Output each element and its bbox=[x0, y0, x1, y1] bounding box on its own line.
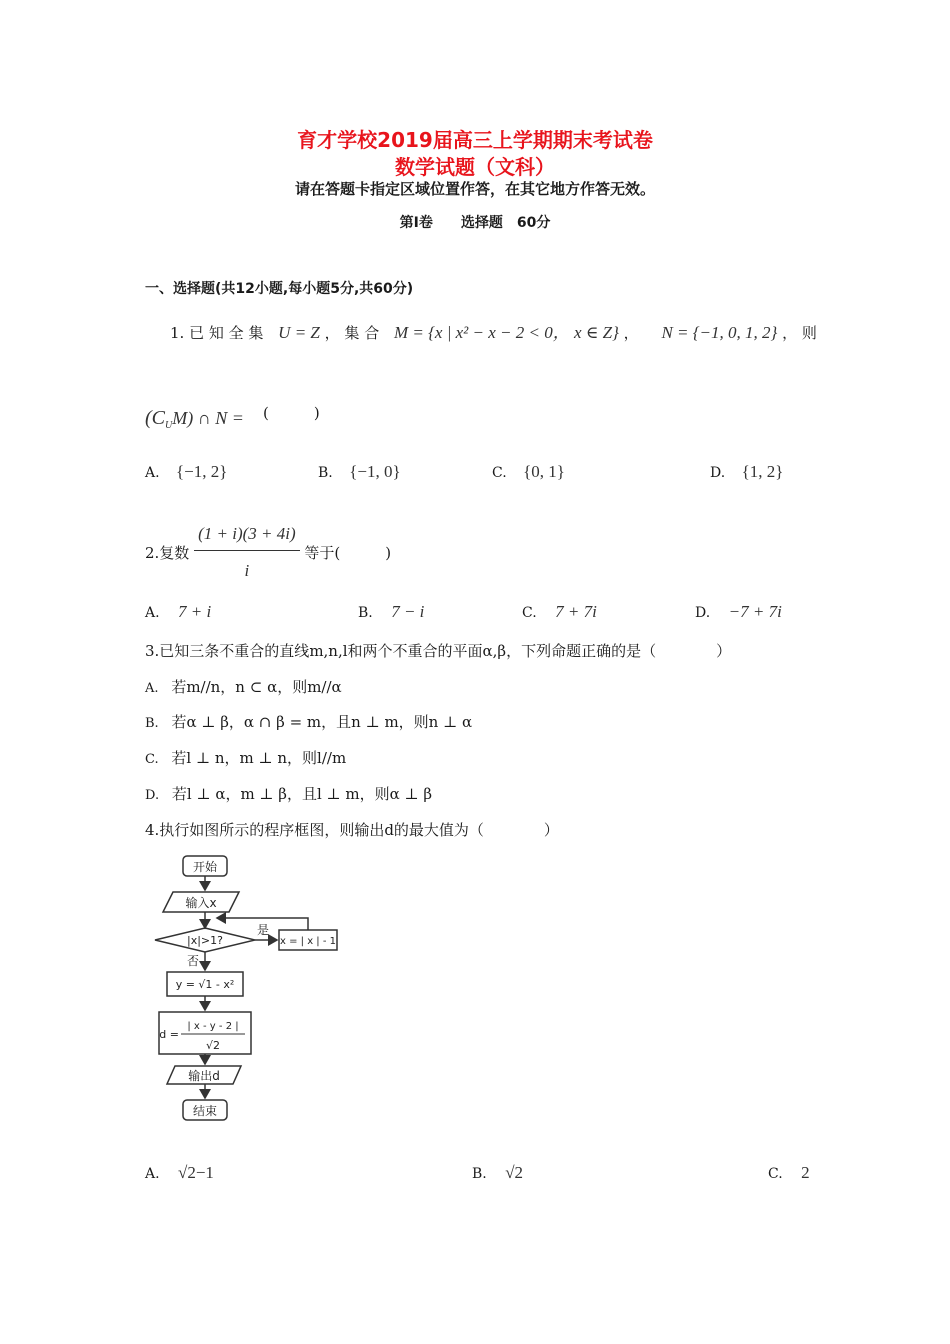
volume-heading: 第Ⅰ卷 选择题 60分 bbox=[399, 215, 551, 231]
option-value: 若l ⊥ n，m ⊥ n，则l//m bbox=[171, 749, 347, 767]
option-value: √2 bbox=[505, 1163, 524, 1182]
option-letter: A. bbox=[145, 465, 160, 481]
flow-output-label: 输出d bbox=[188, 1069, 220, 1083]
flow-d-numerator: | x - y - 2 | bbox=[187, 1021, 239, 1032]
flow-assign-label: x = | x | - 1 bbox=[280, 936, 336, 947]
option-letter: A. bbox=[145, 1166, 160, 1182]
option-value: 7 + 7i bbox=[555, 602, 597, 621]
q3-option-d bbox=[145, 783, 432, 804]
option-value: 7 + i bbox=[178, 602, 212, 621]
flow-end-label: 结束 bbox=[192, 1104, 218, 1118]
option-value: −7 + 7i bbox=[728, 602, 782, 621]
q4-option-c bbox=[768, 1163, 810, 1183]
q3-stem: 3.已知三条不重合的直线m,n,l和两个不重合的平面α,β，下列命题正确的是（ ） bbox=[145, 642, 732, 660]
flow-d-lhs: d = bbox=[159, 1028, 179, 1041]
q1-expr-open: (C bbox=[145, 407, 165, 429]
q2-prefix: 2.复数 bbox=[145, 544, 190, 562]
option-value: {−1, 0} bbox=[349, 462, 401, 481]
flow-y-label: y = √1 - x² bbox=[175, 978, 235, 991]
q1-option-c bbox=[492, 462, 565, 482]
option-letter: D. bbox=[695, 605, 711, 621]
q1-stem bbox=[170, 318, 817, 343]
option-value: {1, 2} bbox=[741, 462, 784, 481]
option-letter: D. bbox=[145, 788, 160, 803]
q3-option-a bbox=[145, 676, 342, 697]
q4-stem: 4.执行如图所示的程序框图，则输出d的最大值为（ ） bbox=[145, 821, 559, 839]
q2-option-a bbox=[145, 602, 211, 622]
flow-d-denominator: √2 bbox=[205, 1039, 221, 1052]
option-value: 若m//n，n ⊂ α，则m//α bbox=[171, 678, 342, 696]
q1-answer-blank: ( ) bbox=[262, 404, 320, 422]
option-value: 若α ⊥ β，α ∩ β = m，且n ⊥ m，则n ⊥ α bbox=[171, 713, 473, 731]
option-value: 7 − i bbox=[391, 602, 425, 621]
q2-option-c bbox=[522, 602, 597, 622]
option-letter: A. bbox=[145, 605, 160, 621]
q1-expression bbox=[145, 402, 320, 431]
q2-stem bbox=[145, 524, 391, 581]
flow-input-label: 输入x bbox=[185, 896, 217, 910]
q3-option-c bbox=[145, 747, 346, 768]
section-heading: 一、选择题(共12小题,每小题5分,共60分) bbox=[145, 281, 414, 297]
option-letter: B. bbox=[145, 716, 159, 731]
q4-flowchart bbox=[145, 850, 365, 1125]
q2-option-b bbox=[358, 602, 424, 622]
exam-subtitle: 数学试题（文科） bbox=[395, 155, 555, 179]
q2-denominator: i bbox=[244, 561, 250, 580]
option-letter: D. bbox=[710, 465, 726, 481]
flow-decision-label: |x|>1? bbox=[187, 934, 223, 947]
option-value: {−1, 2} bbox=[176, 462, 228, 481]
q1-option-a bbox=[145, 462, 227, 482]
option-letter: A. bbox=[145, 681, 159, 696]
q1-expr-sub: U bbox=[165, 420, 173, 432]
q1-mid: ， 集 合 bbox=[324, 324, 380, 342]
q1-universe: U = Z bbox=[278, 323, 320, 342]
q1-option-b bbox=[318, 462, 401, 482]
q2-option-d bbox=[695, 602, 782, 622]
q2-fraction bbox=[194, 524, 300, 581]
option-value: √2−1 bbox=[178, 1163, 214, 1182]
q3-option-b bbox=[145, 711, 472, 732]
q1-set-n: N = {−1, 0, 1, 2} bbox=[661, 323, 778, 342]
option-letter: C. bbox=[492, 465, 507, 481]
option-letter: C. bbox=[768, 1166, 783, 1182]
q1-prefix: 1. 已 知 全 集 bbox=[170, 324, 264, 342]
option-letter: B. bbox=[472, 1166, 487, 1182]
option-letter: C. bbox=[522, 605, 537, 621]
exam-notice: 请在答题卡指定区域位置作答，在其它地方作答无效。 bbox=[294, 180, 655, 198]
option-value: 若l ⊥ α，m ⊥ β，且l ⊥ m，则α ⊥ β bbox=[171, 785, 433, 803]
option-letter: B. bbox=[358, 605, 373, 621]
q1-expr-rest: M) ∩ N = bbox=[172, 408, 244, 428]
q1-comma: ， bbox=[623, 324, 639, 342]
option-value: {0, 1} bbox=[523, 462, 565, 481]
q1-suffix: ， 则 bbox=[782, 324, 817, 342]
option-letter: B. bbox=[318, 465, 333, 481]
q1-set-m: M = {x | x² − x − 2 < 0， x ∈ Z} bbox=[393, 323, 619, 342]
q2-suffix: 等于( ) bbox=[304, 544, 392, 562]
flow-no-label: 否 bbox=[187, 954, 200, 968]
option-value: 2 bbox=[801, 1163, 810, 1182]
exam-title: 育才学校2019届高三上学期期末考试卷 bbox=[297, 128, 653, 152]
q4-option-b bbox=[472, 1163, 523, 1183]
q1-option-d bbox=[710, 462, 783, 482]
q4-option-a bbox=[145, 1163, 214, 1183]
option-letter: C. bbox=[145, 752, 159, 767]
flow-start-label: 开始 bbox=[192, 860, 218, 874]
q2-numerator: (1 + i)(3 + 4i) bbox=[194, 524, 300, 551]
flow-yes-label: 是 bbox=[257, 923, 270, 937]
